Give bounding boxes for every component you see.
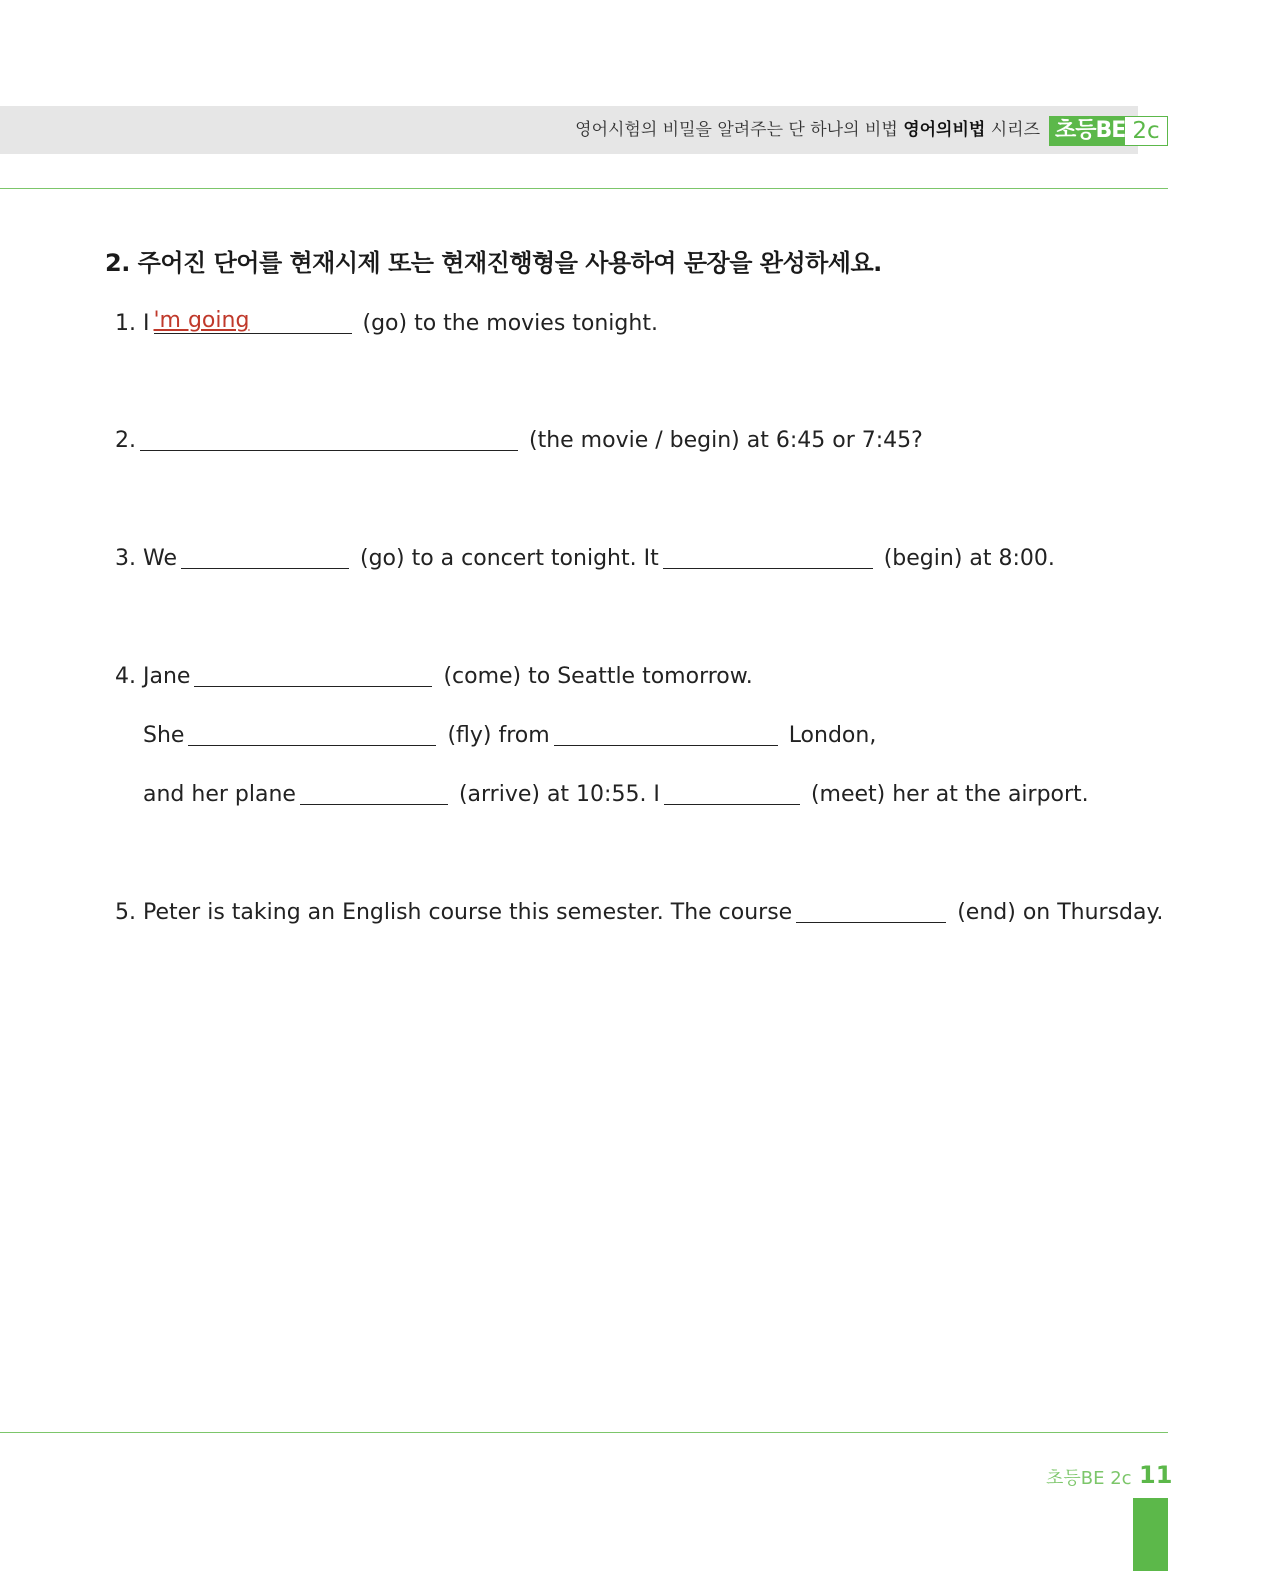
answer-blank[interactable] bbox=[154, 307, 352, 334]
exercise-item-4-line-3 bbox=[143, 778, 1089, 810]
item-text: We bbox=[143, 546, 177, 571]
answer-blank[interactable] bbox=[663, 542, 873, 569]
item-text: (begin) at 8:00. bbox=[883, 546, 1055, 571]
header-tagline-text: 영어시험의 비밀을 알려주는 단 하나의 비법 bbox=[575, 120, 898, 140]
item-text: Peter is taking an English course this semester. The course bbox=[143, 900, 793, 925]
exercise-item-4 bbox=[115, 660, 753, 692]
item-text: Jane bbox=[143, 664, 191, 689]
item-text: (come) to Seattle tomorrow. bbox=[443, 664, 753, 689]
item-number: 1. bbox=[115, 311, 136, 336]
exercise-item-5 bbox=[115, 896, 1163, 928]
item-text: (meet) her at the airport. bbox=[810, 782, 1089, 807]
item-text: (go) to the movies tonight. bbox=[362, 311, 658, 336]
item-text: London, bbox=[788, 723, 877, 748]
series-name: 영어의비법 bbox=[903, 120, 986, 140]
item-text: She bbox=[143, 723, 185, 748]
item-text: I bbox=[143, 311, 150, 336]
answer-blank[interactable] bbox=[181, 542, 349, 569]
footer-label: 초등BE 2c bbox=[1046, 1468, 1132, 1489]
item-text: (arrive) at 10:55. I bbox=[458, 782, 660, 807]
item-text: (fly) from bbox=[447, 723, 550, 748]
answer-blank[interactable] bbox=[194, 660, 432, 687]
item-text: and her plane bbox=[143, 782, 296, 807]
exercise-title: 2. 주어진 단어를 현재시제 또는 현재진행형을 사용하여 문장을 완성하세요. bbox=[105, 249, 882, 277]
bottom-divider bbox=[0, 1432, 1168, 1433]
item-text: (end) on Thursday. bbox=[957, 900, 1164, 925]
item-number: 4. bbox=[115, 664, 136, 689]
exercise-item-4-line-2 bbox=[143, 719, 876, 751]
answer-blank[interactable] bbox=[554, 719, 778, 746]
item-text: (go) to a concert tonight. It bbox=[360, 546, 659, 571]
answer-blank[interactable] bbox=[140, 424, 518, 451]
exercise-item-1 bbox=[115, 307, 658, 339]
series-badge bbox=[1049, 116, 1168, 146]
answer-blank[interactable] bbox=[300, 778, 448, 805]
exercise-item-3 bbox=[115, 542, 1055, 574]
answer-blank[interactable] bbox=[188, 719, 436, 746]
header-tagline bbox=[575, 117, 1040, 143]
page-tab bbox=[1133, 1498, 1168, 1571]
answer-blank[interactable] bbox=[796, 896, 946, 923]
item-number: 3. bbox=[115, 546, 136, 571]
answer-text: 'm going bbox=[153, 308, 250, 333]
exercise-item-2 bbox=[115, 424, 923, 456]
badge-level: 2c bbox=[1125, 116, 1168, 146]
badge-main: 초등BE bbox=[1049, 116, 1125, 146]
item-number: 2. bbox=[115, 428, 136, 453]
item-number: 5. bbox=[115, 900, 136, 925]
page-number: 11 bbox=[1139, 1461, 1173, 1489]
item-text: (the movie / begin) at 6:45 or 7:45? bbox=[529, 428, 923, 453]
answer-blank[interactable] bbox=[664, 778, 800, 805]
series-suffix: 시리즈 bbox=[990, 120, 1040, 140]
top-divider bbox=[0, 188, 1168, 189]
